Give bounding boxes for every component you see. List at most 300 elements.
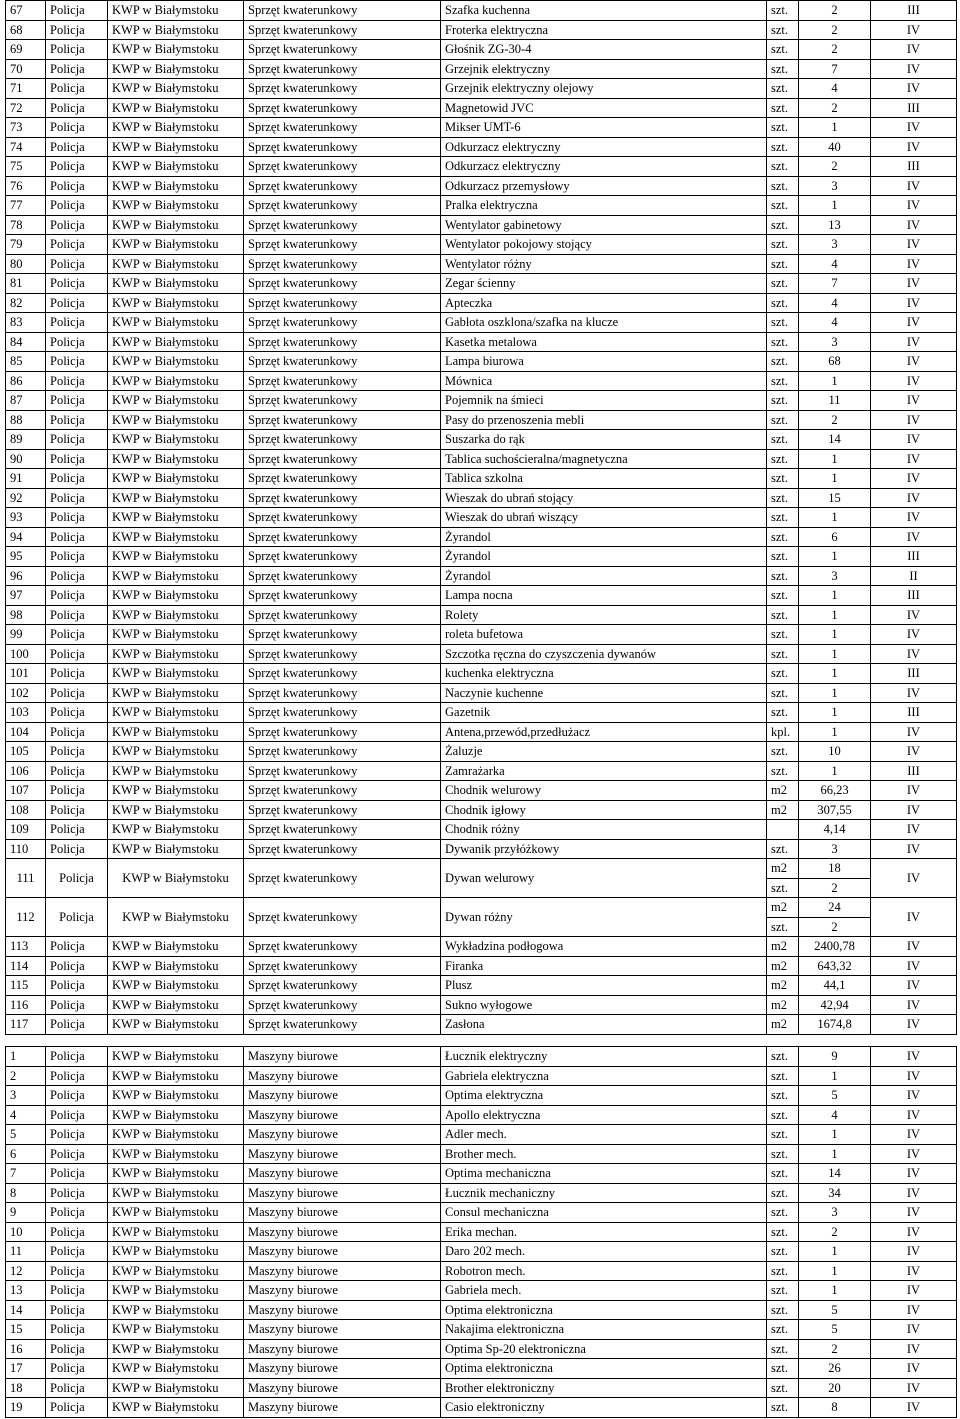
row-number-cell: 73: [6, 118, 46, 138]
group-cell: Maszyny biurowe: [244, 1047, 441, 1067]
unit-of-measure-cell: szt.: [767, 1300, 799, 1320]
unit-of-measure-cell: szt.: [767, 625, 799, 645]
group-cell: Sprzęt kwaterunkowy: [244, 430, 441, 450]
row-number-cell: 13: [6, 1281, 46, 1301]
item-name-cell: Brother elektroniczny: [441, 1378, 767, 1398]
organization-cell: Policja: [46, 683, 108, 703]
group-cell: Sprzęt kwaterunkowy: [244, 703, 441, 723]
table-row: [6, 761, 957, 781]
unit-of-measure-cell: szt.: [767, 98, 799, 118]
organization-cell: Policja: [46, 1339, 108, 1359]
organization-cell: Policja: [46, 176, 108, 196]
row-number-cell: 77: [6, 196, 46, 216]
category-cell: IV: [871, 1203, 957, 1223]
unit-cell: KWP w Białymstoku: [108, 1339, 244, 1359]
category-cell: III: [871, 157, 957, 177]
quantity-cell: 3: [799, 176, 871, 196]
organization-cell: Policja: [46, 1281, 108, 1301]
unit-of-measure-cell: szt.: [767, 547, 799, 567]
unit-of-measure-cell: szt.: [767, 1183, 799, 1203]
organization-cell: Policja: [46, 98, 108, 118]
quantity-cell: 1: [799, 371, 871, 391]
row-number-cell: 79: [6, 235, 46, 255]
unit-cell: KWP w Białymstoku: [108, 371, 244, 391]
row-number-cell: 17: [6, 1359, 46, 1379]
unit-cell: KWP w Białymstoku: [108, 1398, 244, 1418]
row-number-cell: 108: [6, 800, 46, 820]
row-number-cell: 70: [6, 59, 46, 79]
category-cell: IV: [871, 937, 957, 957]
table-row: [6, 157, 957, 177]
table-row: [6, 1125, 957, 1145]
unit-of-measure-cell: szt.: [767, 371, 799, 391]
organization-cell: Policja: [46, 118, 108, 138]
unit-cell: KWP w Białymstoku: [108, 703, 244, 723]
item-name-cell: Gabriela elektryczna: [441, 1066, 767, 1086]
unit-cell: KWP w Białymstoku: [108, 781, 244, 801]
quantity-cell: 68: [799, 352, 871, 372]
group-cell: Sprzęt kwaterunkowy: [244, 293, 441, 313]
row-number-cell: 90: [6, 449, 46, 469]
row-number-cell: 7: [6, 1164, 46, 1184]
unit-cell: KWP w Białymstoku: [108, 1015, 244, 1035]
category-cell: III: [871, 586, 957, 606]
item-name-cell: Wieszak do ubrań stojący: [441, 488, 767, 508]
category-cell: IV: [871, 1281, 957, 1301]
quantity-cell: 1: [799, 1281, 871, 1301]
category-cell: IV: [871, 196, 957, 216]
item-name-cell: Antena,przewód,przedłużacz: [441, 722, 767, 742]
quantity-cell: 5: [799, 1320, 871, 1340]
unit-of-measure-cell: m2: [767, 781, 799, 801]
row-number-cell: 106: [6, 761, 46, 781]
unit-of-measure-cell: szt.: [767, 761, 799, 781]
unit-cell: KWP w Białymstoku: [108, 722, 244, 742]
table-row: [6, 898, 957, 918]
item-name-cell: Łucznik elektryczny: [441, 1047, 767, 1067]
organization-cell: Policja: [46, 820, 108, 840]
quantity-cell: 1: [799, 449, 871, 469]
group-cell: Sprzęt kwaterunkowy: [244, 410, 441, 430]
category-cell: IV: [871, 430, 957, 450]
row-number-cell: 115: [6, 976, 46, 996]
group-cell: Maszyny biurowe: [244, 1320, 441, 1340]
group-cell: Sprzęt kwaterunkowy: [244, 566, 441, 586]
table-row: [6, 1203, 957, 1223]
unit-cell: KWP w Białymstoku: [108, 859, 244, 898]
item-name-cell: Robotron mech.: [441, 1261, 767, 1281]
group-cell: Maszyny biurowe: [244, 1086, 441, 1106]
category-cell: IV: [871, 839, 957, 859]
unit-of-measure-cell: szt.: [767, 1086, 799, 1106]
group-cell: Sprzęt kwaterunkowy: [244, 469, 441, 489]
organization-cell: Policja: [46, 1398, 108, 1418]
organization-cell: Policja: [46, 293, 108, 313]
organization-cell: Policja: [46, 332, 108, 352]
category-cell: IV: [871, 605, 957, 625]
table-row: [6, 98, 957, 118]
organization-cell: Policja: [46, 1183, 108, 1203]
item-name-cell: Grzejnik elektryczny olejowy: [441, 79, 767, 99]
unit-of-measure-cell: szt.: [767, 1203, 799, 1223]
table-row: [6, 781, 957, 801]
item-name-cell: Apteczka: [441, 293, 767, 313]
quantity-cell: 2400,78: [799, 937, 871, 957]
row-number-cell: 8: [6, 1183, 46, 1203]
item-name-cell: Dywan różny: [441, 898, 767, 937]
organization-cell: Policja: [46, 1222, 108, 1242]
unit-cell: KWP w Białymstoku: [108, 469, 244, 489]
group-cell: Maszyny biurowe: [244, 1242, 441, 1262]
row-number-cell: 75: [6, 157, 46, 177]
unit-cell: KWP w Białymstoku: [108, 527, 244, 547]
unit-cell: KWP w Białymstoku: [108, 1047, 244, 1067]
unit-of-measure-cell: szt.: [767, 449, 799, 469]
unit-of-measure-cell: szt.: [767, 118, 799, 138]
row-number-cell: 12: [6, 1261, 46, 1281]
category-cell: III: [871, 1, 957, 21]
row-number-cell: 110: [6, 839, 46, 859]
unit-cell: KWP w Białymstoku: [108, 1086, 244, 1106]
unit-of-measure-cell: szt.: [767, 1339, 799, 1359]
unit-of-measure-cell: szt.: [767, 157, 799, 177]
organization-cell: Policja: [46, 625, 108, 645]
organization-cell: Policja: [46, 274, 108, 294]
row-number-cell: 6: [6, 1144, 46, 1164]
unit-of-measure-cell: szt.: [767, 137, 799, 157]
organization-cell: Policja: [46, 215, 108, 235]
unit-of-measure-cell: szt.: [767, 1378, 799, 1398]
row-number-cell: 100: [6, 644, 46, 664]
row-number-cell: 93: [6, 508, 46, 528]
organization-cell: Policja: [46, 391, 108, 411]
group-cell: Maszyny biurowe: [244, 1339, 441, 1359]
quantity-cell: 14: [799, 1164, 871, 1184]
organization-cell: Policja: [46, 1164, 108, 1184]
organization-cell: Policja: [46, 761, 108, 781]
group-cell: Sprzęt kwaterunkowy: [244, 644, 441, 664]
unit-of-measure-cell: szt.: [767, 917, 799, 937]
row-number-cell: 16: [6, 1339, 46, 1359]
group-cell: Maszyny biurowe: [244, 1378, 441, 1398]
row-number-cell: 83: [6, 313, 46, 333]
unit-of-measure-cell: szt.: [767, 1144, 799, 1164]
row-number-cell: 11: [6, 1242, 46, 1262]
quantity-cell: 26: [799, 1359, 871, 1379]
category-cell: IV: [871, 352, 957, 372]
unit-cell: KWP w Białymstoku: [108, 1281, 244, 1301]
row-number-cell: 97: [6, 586, 46, 606]
item-name-cell: Optima mechaniczna: [441, 1164, 767, 1184]
quantity-cell: 6: [799, 527, 871, 547]
category-cell: IV: [871, 1398, 957, 1418]
organization-cell: Policja: [46, 1125, 108, 1145]
group-cell: Sprzęt kwaterunkowy: [244, 157, 441, 177]
unit-cell: KWP w Białymstoku: [108, 1125, 244, 1145]
item-name-cell: Chodnik welurowy: [441, 781, 767, 801]
unit-cell: KWP w Białymstoku: [108, 235, 244, 255]
category-cell: IV: [871, 488, 957, 508]
row-number-cell: 96: [6, 566, 46, 586]
quantity-cell: 5: [799, 1086, 871, 1106]
unit-cell: KWP w Białymstoku: [108, 1300, 244, 1320]
group-cell: Sprzęt kwaterunkowy: [244, 20, 441, 40]
category-cell: IV: [871, 254, 957, 274]
row-number-cell: 2: [6, 1066, 46, 1086]
table-row: [6, 118, 957, 138]
quantity-cell: 1: [799, 644, 871, 664]
organization-cell: Policja: [46, 956, 108, 976]
table-row: [6, 664, 957, 684]
unit-of-measure-cell: szt.: [767, 313, 799, 333]
unit-of-measure-cell: szt.: [767, 254, 799, 274]
quantity-cell: 2: [799, 20, 871, 40]
unit-cell: KWP w Białymstoku: [108, 586, 244, 606]
row-number-cell: 10: [6, 1222, 46, 1242]
quantity-cell: 1: [799, 547, 871, 567]
category-cell: IV: [871, 781, 957, 801]
table-row: [6, 703, 957, 723]
unit-cell: KWP w Białymstoku: [108, 839, 244, 859]
group-cell: Sprzęt kwaterunkowy: [244, 761, 441, 781]
row-number-cell: 78: [6, 215, 46, 235]
table-row: [6, 1242, 957, 1262]
organization-cell: Policja: [46, 1015, 108, 1035]
unit-cell: KWP w Białymstoku: [108, 995, 244, 1015]
unit-cell: KWP w Białymstoku: [108, 1144, 244, 1164]
unit-of-measure-cell: szt.: [767, 293, 799, 313]
table-row: [6, 469, 957, 489]
quantity-cell: 13: [799, 215, 871, 235]
organization-cell: Policja: [46, 586, 108, 606]
row-number-cell: 71: [6, 79, 46, 99]
unit-cell: KWP w Białymstoku: [108, 820, 244, 840]
group-cell: Sprzęt kwaterunkowy: [244, 547, 441, 567]
quantity-cell: 14: [799, 430, 871, 450]
group-cell: Sprzęt kwaterunkowy: [244, 137, 441, 157]
quantity-cell: 4: [799, 79, 871, 99]
table-row: [6, 40, 957, 60]
row-number-cell: 68: [6, 20, 46, 40]
unit-of-measure-cell: szt.: [767, 644, 799, 664]
quantity-cell: 1: [799, 761, 871, 781]
category-cell: IV: [871, 859, 957, 898]
group-cell: Sprzęt kwaterunkowy: [244, 508, 441, 528]
organization-cell: Policja: [46, 1105, 108, 1125]
group-cell: Sprzęt kwaterunkowy: [244, 995, 441, 1015]
table-row: [6, 137, 957, 157]
item-name-cell: kuchenka elektryczna: [441, 664, 767, 684]
unit-of-measure-cell: m2: [767, 859, 799, 879]
item-name-cell: Nakajima elektroniczna: [441, 1320, 767, 1340]
category-cell: IV: [871, 527, 957, 547]
unit-of-measure-cell: szt.: [767, 352, 799, 372]
group-cell: Sprzęt kwaterunkowy: [244, 352, 441, 372]
group-cell: Sprzęt kwaterunkowy: [244, 625, 441, 645]
table-row: [6, 547, 957, 567]
group-cell: Sprzęt kwaterunkowy: [244, 235, 441, 255]
table-row: [6, 800, 957, 820]
quantity-cell: 643,32: [799, 956, 871, 976]
organization-cell: Policja: [46, 1320, 108, 1340]
unit-of-measure-cell: szt.: [767, 605, 799, 625]
row-number-cell: 116: [6, 995, 46, 1015]
table-row: [6, 449, 957, 469]
table-row: [6, 586, 957, 606]
category-cell: IV: [871, 508, 957, 528]
category-cell: IV: [871, 40, 957, 60]
organization-cell: Policja: [46, 839, 108, 859]
category-cell: IV: [871, 1066, 957, 1086]
item-name-cell: Optima elektroniczna: [441, 1359, 767, 1379]
organization-cell: Policja: [46, 196, 108, 216]
group-cell: Sprzęt kwaterunkowy: [244, 781, 441, 801]
quantity-cell: 1: [799, 722, 871, 742]
category-cell: IV: [871, 449, 957, 469]
quantity-cell: 20: [799, 1378, 871, 1398]
quantity-cell: 1: [799, 625, 871, 645]
unit-cell: KWP w Białymstoku: [108, 1203, 244, 1223]
item-name-cell: Firanka: [441, 956, 767, 976]
item-name-cell: Wentylator różny: [441, 254, 767, 274]
quantity-cell: 3: [799, 566, 871, 586]
row-number-cell: 112: [6, 898, 46, 937]
quantity-cell: 2: [799, 98, 871, 118]
item-name-cell: Froterka elektryczna: [441, 20, 767, 40]
quantity-cell: 18: [799, 859, 871, 879]
unit-of-measure-cell: m2: [767, 995, 799, 1015]
unit-cell: KWP w Białymstoku: [108, 547, 244, 567]
group-cell: Sprzęt kwaterunkowy: [244, 391, 441, 411]
table-row: [6, 1105, 957, 1125]
category-cell: IV: [871, 235, 957, 255]
table-row: [6, 527, 957, 547]
table-row: [6, 508, 957, 528]
unit-cell: KWP w Białymstoku: [108, 800, 244, 820]
item-name-cell: Zamrażarka: [441, 761, 767, 781]
table-row: [6, 937, 957, 957]
quantity-cell: 1: [799, 1242, 871, 1262]
quantity-cell: 4,14: [799, 820, 871, 840]
item-name-cell: Wentylator gabinetowy: [441, 215, 767, 235]
unit-cell: KWP w Białymstoku: [108, 898, 244, 937]
unit-of-measure-cell: szt.: [767, 488, 799, 508]
organization-cell: Policja: [46, 1086, 108, 1106]
table-row: [6, 1164, 957, 1184]
unit-cell: KWP w Białymstoku: [108, 1164, 244, 1184]
group-cell: Sprzęt kwaterunkowy: [244, 742, 441, 762]
row-number-cell: 14: [6, 1300, 46, 1320]
quantity-cell: 10: [799, 742, 871, 762]
group-cell: Maszyny biurowe: [244, 1066, 441, 1086]
category-cell: IV: [871, 995, 957, 1015]
table-row: [6, 976, 957, 996]
unit-cell: KWP w Białymstoku: [108, 196, 244, 216]
organization-cell: Policja: [46, 449, 108, 469]
item-name-cell: Optima Sp-20 elektroniczna: [441, 1339, 767, 1359]
unit-cell: KWP w Białymstoku: [108, 1359, 244, 1379]
category-cell: IV: [871, 820, 957, 840]
unit-of-measure-cell: szt.: [767, 1, 799, 21]
item-name-cell: Żaluzje: [441, 742, 767, 762]
quantity-cell: 11: [799, 391, 871, 411]
unit-of-measure-cell: m2: [767, 800, 799, 820]
organization-cell: Policja: [46, 1203, 108, 1223]
unit-of-measure-cell: szt.: [767, 1398, 799, 1418]
table-row: [6, 995, 957, 1015]
organization-cell: Policja: [46, 430, 108, 450]
category-cell: IV: [871, 1222, 957, 1242]
quantity-cell: 2: [799, 878, 871, 898]
group-cell: Sprzęt kwaterunkowy: [244, 371, 441, 391]
quantity-cell: 1: [799, 469, 871, 489]
unit-cell: KWP w Białymstoku: [108, 157, 244, 177]
unit-cell: KWP w Białymstoku: [108, 118, 244, 138]
category-cell: III: [871, 547, 957, 567]
category-cell: IV: [871, 976, 957, 996]
unit-of-measure-cell: szt.: [767, 508, 799, 528]
group-cell: Sprzęt kwaterunkowy: [244, 820, 441, 840]
organization-cell: Policja: [46, 59, 108, 79]
unit-of-measure-cell: szt.: [767, 1125, 799, 1145]
quantity-cell: 40: [799, 137, 871, 157]
quantity-cell: 1: [799, 508, 871, 528]
unit-of-measure-cell: szt.: [767, 1261, 799, 1281]
table-row: [6, 683, 957, 703]
item-name-cell: Tablica szkolna: [441, 469, 767, 489]
quantity-cell: 1: [799, 1066, 871, 1086]
row-number-cell: 88: [6, 410, 46, 430]
item-name-cell: Casio elektroniczny: [441, 1398, 767, 1418]
organization-cell: Policja: [46, 644, 108, 664]
table-row: [6, 1398, 957, 1418]
item-name-cell: Wieszak do ubrań wiszący: [441, 508, 767, 528]
quantity-cell: 4: [799, 293, 871, 313]
group-cell: Sprzęt kwaterunkowy: [244, 859, 441, 898]
item-name-cell: Gabriela mech.: [441, 1281, 767, 1301]
quantity-cell: 2: [799, 917, 871, 937]
unit-cell: KWP w Białymstoku: [108, 215, 244, 235]
group-cell: Sprzęt kwaterunkowy: [244, 800, 441, 820]
unit-of-measure-cell: m2: [767, 898, 799, 918]
organization-cell: Policja: [46, 1242, 108, 1262]
row-number-cell: 117: [6, 1015, 46, 1035]
unit-cell: KWP w Białymstoku: [108, 430, 244, 450]
quantity-cell: 1: [799, 1144, 871, 1164]
organization-cell: Policja: [46, 1, 108, 21]
quantity-cell: 9: [799, 1047, 871, 1067]
row-number-cell: 67: [6, 1, 46, 21]
table-row: [6, 176, 957, 196]
row-number-cell: 95: [6, 547, 46, 567]
item-name-cell: Adler mech.: [441, 1125, 767, 1145]
table-row: [6, 215, 957, 235]
table-row: [6, 625, 957, 645]
unit-of-measure-cell: m2: [767, 976, 799, 996]
organization-cell: Policja: [46, 79, 108, 99]
quantity-cell: 4: [799, 1105, 871, 1125]
unit-cell: KWP w Białymstoku: [108, 976, 244, 996]
unit-of-measure-cell: szt.: [767, 1359, 799, 1379]
unit-of-measure-cell: szt.: [767, 274, 799, 294]
group-cell: Maszyny biurowe: [244, 1261, 441, 1281]
item-name-cell: Consul mechaniczna: [441, 1203, 767, 1223]
organization-cell: Policja: [46, 703, 108, 723]
unit-of-measure-cell: m2: [767, 937, 799, 957]
organization-cell: Policja: [46, 937, 108, 957]
group-cell: Sprzęt kwaterunkowy: [244, 215, 441, 235]
category-cell: IV: [871, 1378, 957, 1398]
